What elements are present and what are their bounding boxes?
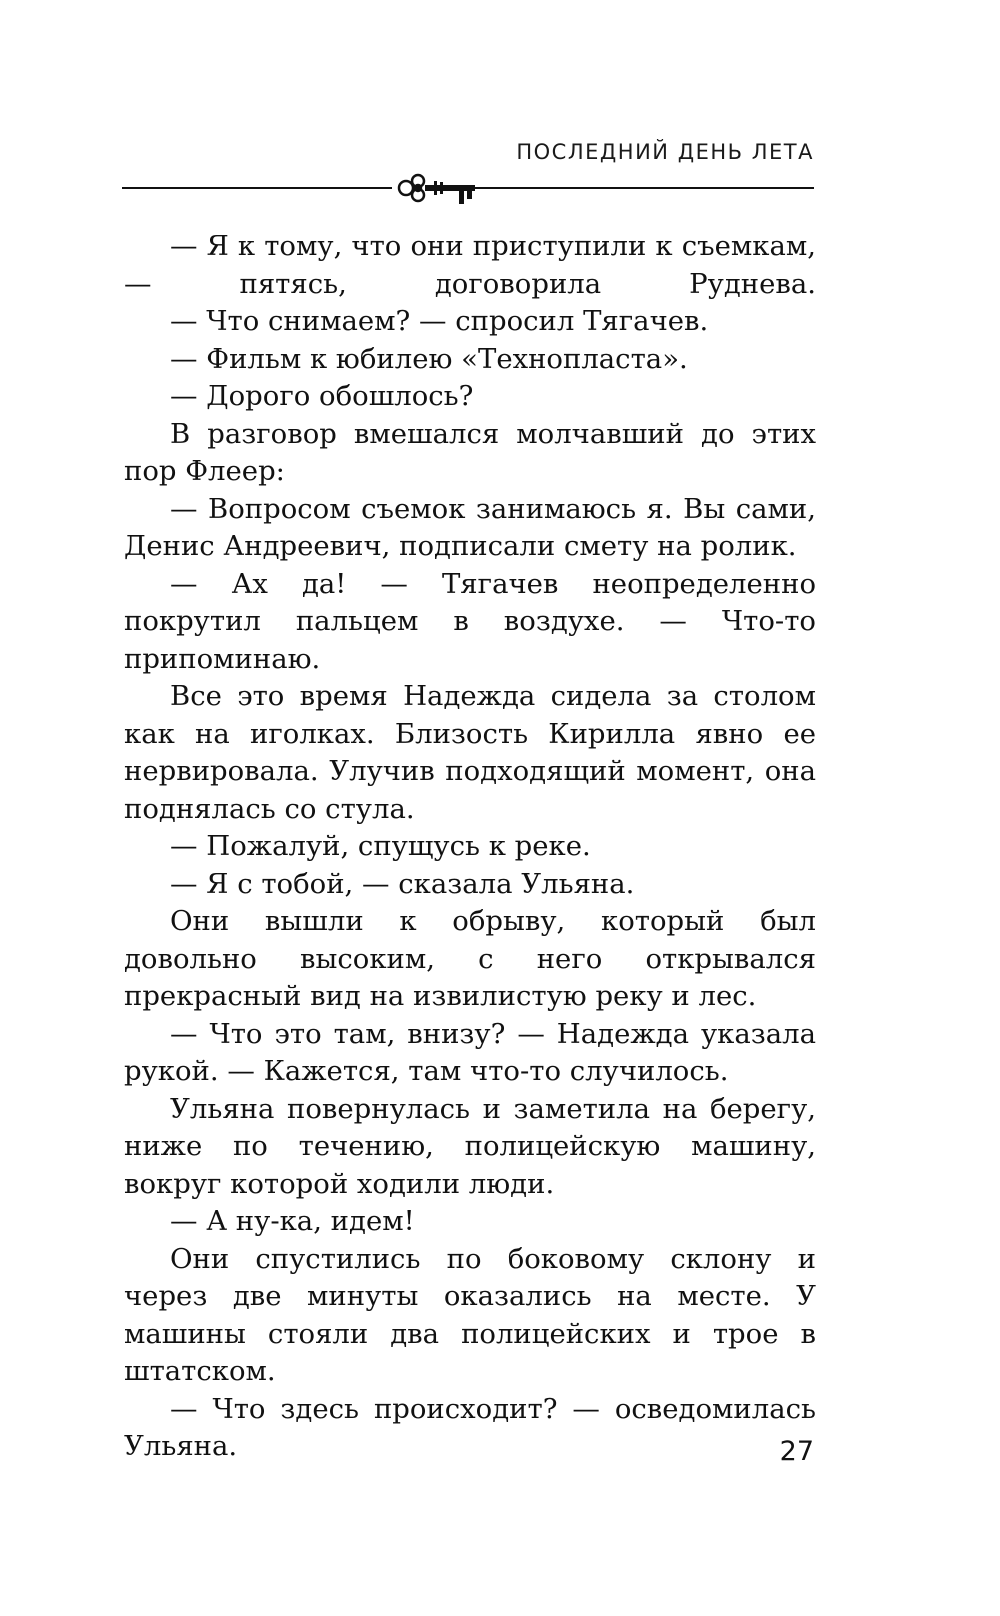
paragraph: Они вышли к обрыву, который был довольно высоким, с него открывался прекрасный вид на извилистую реку и лес. bbox=[124, 905, 816, 1012]
paragraph: — Я к тому, что они приступили к съемкам, — пятясь, договорила Руднева. bbox=[124, 230, 816, 300]
paragraph: — Я с тобой, — сказала Ульяна. bbox=[170, 867, 635, 900]
paragraph: Ульяна повернулась и заметила на берегу, ниже по течению, полицейскую машину, вокруг которой ходили люди. bbox=[124, 1092, 816, 1200]
paragraph: — Что это там, внизу? — Надежда указала рукой. — Кажется, там что-то случилось. bbox=[124, 1017, 816, 1087]
paragraph: — Пожалуй, спущусь к реке. bbox=[170, 830, 591, 862]
paragraph: — Ах да! — Тягачев неопределенно покрутил пальцем в воздухе. — Что-то припоминаю. bbox=[124, 567, 816, 675]
key-icon bbox=[399, 175, 424, 201]
key-shaft bbox=[425, 181, 475, 204]
paragraph: — Фильм к юбилею «Технопласта». bbox=[170, 342, 688, 375]
paragraph: Все это время Надежда сидела за столом как на иголках. Близость Кирилла явно ее нервировала. Улучив подходящий момент, она поднялась со стула. bbox=[124, 680, 816, 825]
paragraph: — Дорого обошлось? bbox=[170, 380, 474, 412]
running-title: ПОСЛЕДНИЙ ДЕНЬ ЛЕТА bbox=[516, 140, 814, 164]
page-number: 27 bbox=[779, 1436, 814, 1467]
paragraph: Они спустились по боковому склону и через две минуты оказались на месте. У машины стояли два полицейских и трое в штатском. bbox=[124, 1242, 816, 1387]
paragraph: — А ну-ка, идем! bbox=[170, 1205, 415, 1237]
key-ornament-divider bbox=[122, 170, 814, 210]
body-text bbox=[124, 228, 816, 1466]
paragraph: — Что здесь происходит? — осведомилась Ульяна. bbox=[124, 1392, 816, 1462]
paragraph: — Вопросом съемок занимаюсь я. Вы сами, Денис Андреевич, подписали смету на ролик. bbox=[124, 492, 816, 562]
paragraph: — Что снимаем? — спросил Тягачев. bbox=[170, 305, 709, 337]
paragraph: В разговор вмешался молчавший до этих пор Флеер: bbox=[124, 417, 816, 487]
